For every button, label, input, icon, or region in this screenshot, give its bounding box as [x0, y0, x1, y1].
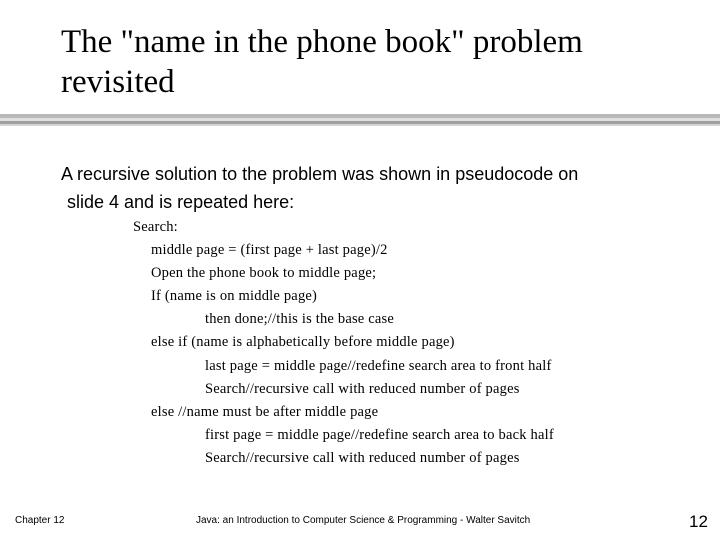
pseudocode-line: then done;//this is the base case — [205, 311, 395, 328]
slide-title — [61, 22, 701, 102]
title-line: revisited — [61, 64, 175, 100]
intro-line: slide 4 and is repeated here: — [67, 192, 295, 212]
pseudocode-line: middle page = (first page + last page)/2 — [151, 242, 388, 259]
pseudocode-line: else if (name is alphabetically before middle page) — [151, 334, 455, 351]
pseudocode-line: last page = middle page//redefine search area to front half — [205, 357, 552, 374]
pseudocode-block — [133, 216, 693, 470]
pseudocode-line: Open the phone book to middle page; — [151, 265, 377, 282]
page-number: 12 — [689, 512, 708, 531]
pseudocode-line: else //name must be after middle page — [151, 403, 379, 420]
intro-line: A recursive solution to the problem was shown in pseudocode on — [61, 164, 579, 184]
pseudocode-line: Search//recursive call with reduced number of pages — [205, 449, 520, 466]
pseudocode-line: Search//recursive call with reduced number of pages — [205, 380, 520, 397]
footer-chapter: Chapter 12 — [15, 515, 65, 526]
pseudocode-line: Search: — [133, 219, 178, 235]
title-divider — [0, 124, 720, 126]
pseudocode-line: first page = middle page//redefine search area to back half — [205, 426, 554, 443]
title-line: The "name in the phone book" problem — [61, 24, 583, 60]
intro-paragraph — [61, 160, 681, 216]
pseudocode-line: If (name is on middle page) — [151, 288, 318, 305]
footer-book-title: Java: an Introduction to Computer Science & Programming - Walter Savitch — [196, 515, 531, 526]
